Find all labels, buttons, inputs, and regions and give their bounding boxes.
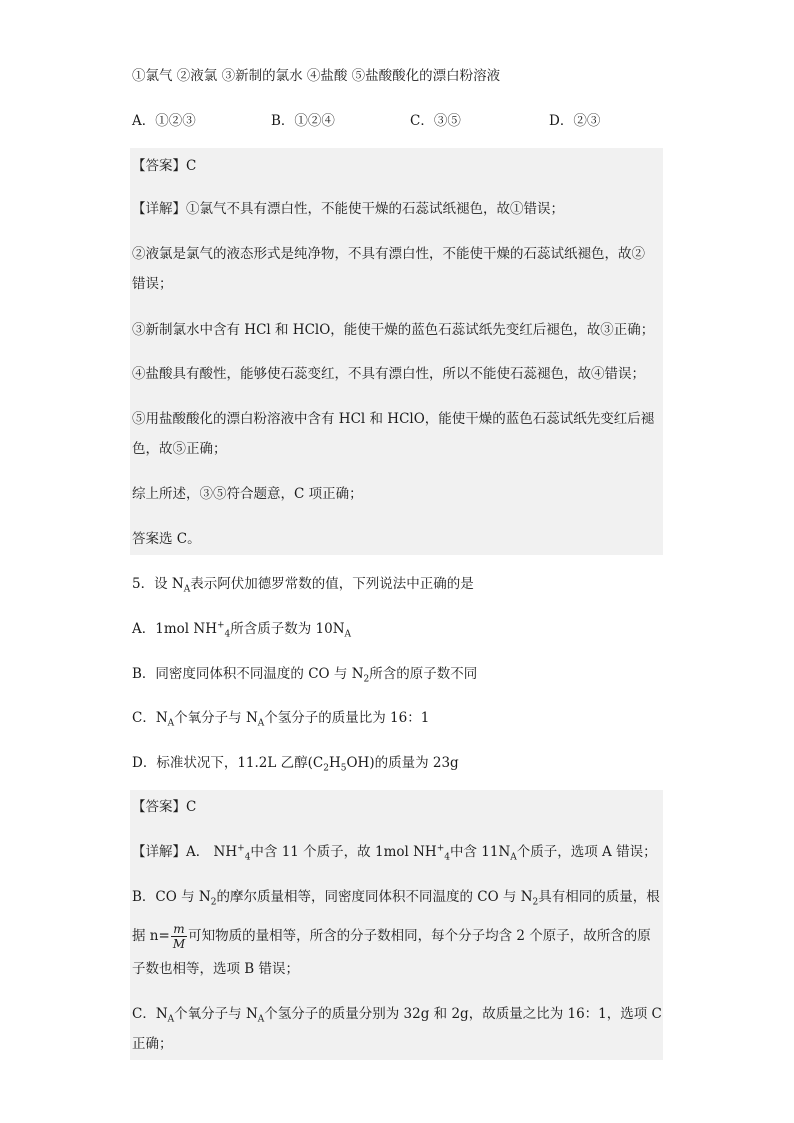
q4-option-a: A．①②③ — [132, 113, 196, 129]
explanation-line: ④盐酸具有酸性，能够使石蕊变红，不具有漂白性，所以不能使石蕊褪色，故④错误； — [132, 366, 645, 382]
explanation-line: 错误； — [132, 276, 173, 292]
q5-option-b: B．同密度同体积不同温度的 CO 与 $N_2$所含的原子数不同 — [132, 666, 478, 685]
explanation-line: 【详解】A． $NH^+_4$中含 11 个质子，故 1mol $NH^+_4$中含 $11N_A$个质子，选项 A 错误； — [132, 843, 657, 863]
explanation-line: ⑤用盐酸酸化的漂白粉溶液中含有 HCl 和 HClO，能使干燥的蓝色石蕊试纸先变红后褪 — [132, 411, 655, 427]
q4-option-c: C．③⑤ — [410, 113, 461, 129]
answer-label: 【答案】C — [132, 158, 197, 174]
explanation-line: 综上所述，③⑤符合题意，C 项正确； — [132, 486, 363, 502]
q5-option-a: A．1mol $NH^+_4$所含质子数为 $10N_A$ — [132, 620, 352, 640]
fraction: $\frac{m}{M}$ — [172, 922, 186, 951]
q4-option-b: B．①②④ — [271, 113, 335, 129]
explanation-line: 答案选 C。 — [132, 531, 201, 547]
explanation-line: ②液氯是氯气的液态形式是纯净物，不具有漂白性，不能使干燥的石蕊试纸褪色，故② — [132, 246, 645, 262]
q5-option-c: C．$N_A$个氧分子与 $N_A$个氢分子的质量比为 16：1 — [132, 710, 430, 729]
explanation-line: 色，故⑤正确； — [132, 441, 227, 457]
q5-option-d: D．标准状况下，11.2L 乙醇$(C_2H_5OH)$的质量为 23g — [132, 755, 459, 774]
q4-option-d: D．②③ — [549, 113, 601, 129]
explanation-line: 据 n= $\frac{m}{M}$ 可知物质的量相等，所含的分子数相同，每个分子均含 2 个原子，故所含的原 — [132, 922, 651, 951]
explanation-line: ③新制氯水中含有 HCl 和 HClO，能使干燥的蓝色石蕊试纸先变红后褪色，故③正确； — [132, 322, 655, 338]
explanation-line: B．CO 与 $N_2$的摩尔质量相等，同密度同体积不同温度的 CO 与 $N_2$具有相同的质量，根 — [132, 889, 660, 908]
explanation-line: 子数也相等，选项 B 错误； — [132, 961, 300, 977]
explanation-line: 正确； — [132, 1036, 173, 1052]
q5-stem: 5．设 $N_A$表示阿伏加德罗常数的值，下列说法中正确的是 — [132, 576, 474, 595]
answer-label: 【答案】C — [132, 799, 197, 815]
explanation-line: C．$N_A$个氧分子与 $N_A$个氢分子的质量分别为 32g 和 2g，故质量之比为 16：1，选项 C — [132, 1006, 662, 1025]
q4-items: ①氯气 ②液氯 ③新制的氯水 ④盐酸 ⑤盐酸酸化的漂白粉溶液 — [132, 68, 501, 84]
explanation-line: 【详解】①氯气不具有漂白性，不能使干燥的石蕊试纸褪色，故①错误； — [132, 201, 564, 217]
